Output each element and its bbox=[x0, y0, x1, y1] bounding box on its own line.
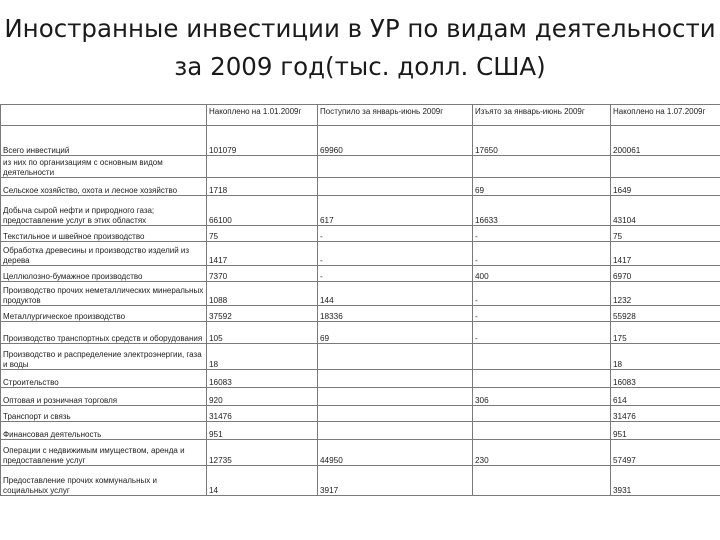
accumulated-start-cell bbox=[207, 156, 318, 178]
accumulated-start-cell: 31476 bbox=[207, 406, 318, 422]
withdrawn-cell bbox=[473, 466, 611, 496]
withdrawn-cell bbox=[473, 370, 611, 388]
withdrawn-cell: 17650 bbox=[473, 126, 611, 156]
table-row bbox=[1, 226, 720, 242]
activity-cell: Сельское хозяйство, охота и лесное хозяйство bbox=[1, 178, 207, 196]
accumulated-start-cell: 1417 bbox=[207, 242, 318, 266]
accumulated-start-cell: 14 bbox=[207, 466, 318, 496]
activity-cell: Операции с недвижимым имуществом, аренда и предоставление услуг bbox=[1, 440, 207, 466]
accumulated-start-cell: 101079 bbox=[207, 126, 318, 156]
accumulated-start-cell: 7370 bbox=[207, 266, 318, 282]
accumulated-end-cell: 1417 bbox=[611, 242, 720, 266]
received-cell bbox=[318, 156, 473, 178]
table-row bbox=[1, 306, 720, 322]
activity-cell: Строительство bbox=[1, 370, 207, 388]
accumulated-end-cell: 31476 bbox=[611, 406, 720, 422]
withdrawn-cell: - bbox=[473, 226, 611, 242]
withdrawn-cell: 69 bbox=[473, 178, 611, 196]
withdrawn-cell: - bbox=[473, 306, 611, 322]
table-row bbox=[1, 466, 720, 496]
table-row bbox=[1, 370, 720, 388]
header-accumulated-end: Накоплено на 1.07.2009г bbox=[611, 105, 720, 126]
withdrawn-cell bbox=[473, 156, 611, 178]
withdrawn-cell bbox=[473, 344, 611, 370]
accumulated-end-cell: 175 bbox=[611, 322, 720, 344]
accumulated-start-cell: 37592 bbox=[207, 306, 318, 322]
withdrawn-cell: - bbox=[473, 282, 611, 306]
accumulated-end-cell: 18 bbox=[611, 344, 720, 370]
investment-table bbox=[0, 104, 720, 496]
table-row bbox=[1, 422, 720, 440]
withdrawn-cell: - bbox=[473, 322, 611, 344]
received-cell bbox=[318, 344, 473, 370]
table-header-row bbox=[1, 105, 720, 126]
accumulated-start-cell: 16083 bbox=[207, 370, 318, 388]
received-cell bbox=[318, 406, 473, 422]
withdrawn-cell: - bbox=[473, 242, 611, 266]
table-row bbox=[1, 344, 720, 370]
received-cell bbox=[318, 370, 473, 388]
activity-cell: Транспорт и связь bbox=[1, 406, 207, 422]
accumulated-end-cell: 16083 bbox=[611, 370, 720, 388]
received-cell: - bbox=[318, 266, 473, 282]
accumulated-end-cell: 1232 bbox=[611, 282, 720, 306]
accumulated-start-cell: 920 bbox=[207, 388, 318, 406]
withdrawn-cell: 230 bbox=[473, 440, 611, 466]
header-withdrawn: Изъято за январь-июнь 2009г bbox=[473, 105, 611, 126]
withdrawn-cell: 16633 bbox=[473, 196, 611, 226]
activity-cell: Металлургическое производство bbox=[1, 306, 207, 322]
received-cell: 44950 bbox=[318, 440, 473, 466]
table-row bbox=[1, 388, 720, 406]
table-row bbox=[1, 178, 720, 196]
table-row bbox=[1, 156, 720, 178]
withdrawn-cell bbox=[473, 406, 611, 422]
activity-cell: из них по организациям с основным видом деятельности bbox=[1, 156, 207, 178]
table-body bbox=[1, 126, 720, 496]
table-row bbox=[1, 126, 720, 156]
received-cell bbox=[318, 178, 473, 196]
table-row bbox=[1, 322, 720, 344]
activity-cell: Предоставление прочих коммунальных и социальных услуг bbox=[1, 466, 207, 496]
withdrawn-cell bbox=[473, 422, 611, 440]
accumulated-end-cell: 75 bbox=[611, 226, 720, 242]
received-cell: 3917 bbox=[318, 466, 473, 496]
received-cell: - bbox=[318, 226, 473, 242]
activity-cell: Всего инвестиций bbox=[1, 126, 207, 156]
received-cell: - bbox=[318, 242, 473, 266]
accumulated-end-cell: 55928 bbox=[611, 306, 720, 322]
table-row bbox=[1, 196, 720, 226]
accumulated-start-cell: 951 bbox=[207, 422, 318, 440]
accumulated-end-cell: 951 bbox=[611, 422, 720, 440]
received-cell: 69960 bbox=[318, 126, 473, 156]
received-cell: 617 bbox=[318, 196, 473, 226]
accumulated-end-cell bbox=[611, 156, 720, 178]
accumulated-start-cell: 1718 bbox=[207, 178, 318, 196]
activity-cell: Целлюлозно-бумажное производство bbox=[1, 266, 207, 282]
accumulated-end-cell: 200061 bbox=[611, 126, 720, 156]
accumulated-start-cell: 66100 bbox=[207, 196, 318, 226]
activity-cell: Производство прочих неметаллических минеральных продуктов bbox=[1, 282, 207, 306]
header-received: Поступило за январь-июнь 2009г bbox=[318, 105, 473, 126]
activity-cell: Обработка древесины и производство изделий из дерева bbox=[1, 242, 207, 266]
investment-table-container bbox=[0, 104, 720, 540]
activity-cell: Финансовая деятельность bbox=[1, 422, 207, 440]
accumulated-start-cell: 12735 bbox=[207, 440, 318, 466]
accumulated-end-cell: 614 bbox=[611, 388, 720, 406]
accumulated-start-cell: 75 bbox=[207, 226, 318, 242]
accumulated-end-cell: 43104 bbox=[611, 196, 720, 226]
accumulated-start-cell: 1088 bbox=[207, 282, 318, 306]
received-cell: 18336 bbox=[318, 306, 473, 322]
received-cell: 144 bbox=[318, 282, 473, 306]
accumulated-start-cell: 18 bbox=[207, 344, 318, 370]
header-accumulated-start: Накоплено на 1.01.2009г bbox=[207, 105, 318, 126]
received-cell bbox=[318, 388, 473, 406]
table-row bbox=[1, 406, 720, 422]
accumulated-start-cell: 105 bbox=[207, 322, 318, 344]
table-row bbox=[1, 440, 720, 466]
accumulated-end-cell: 6970 bbox=[611, 266, 720, 282]
activity-cell: Производство транспортных средств и оборудования bbox=[1, 322, 207, 344]
withdrawn-cell: 306 bbox=[473, 388, 611, 406]
table-row bbox=[1, 282, 720, 306]
activity-cell: Добыча сырой нефти и природного газа; предоставление услуг в этих областях bbox=[1, 196, 207, 226]
accumulated-end-cell: 1649 bbox=[611, 178, 720, 196]
table-row bbox=[1, 266, 720, 282]
accumulated-end-cell: 57497 bbox=[611, 440, 720, 466]
slide-title: Иностранные инвестиции в УР по видам деятельности за 2009 год(тыс. долл. США) bbox=[4, 14, 716, 81]
received-cell: 69 bbox=[318, 322, 473, 344]
withdrawn-cell: 400 bbox=[473, 266, 611, 282]
activity-cell: Производство и распределение электроэнергии, газа и воды bbox=[1, 344, 207, 370]
accumulated-end-cell: 3931 bbox=[611, 466, 720, 496]
activity-cell: Оптовая и розничная торговля bbox=[1, 388, 207, 406]
table-row bbox=[1, 242, 720, 266]
received-cell bbox=[318, 422, 473, 440]
activity-cell: Текстильное и швейное производство bbox=[1, 226, 207, 242]
header-activity bbox=[1, 105, 207, 126]
